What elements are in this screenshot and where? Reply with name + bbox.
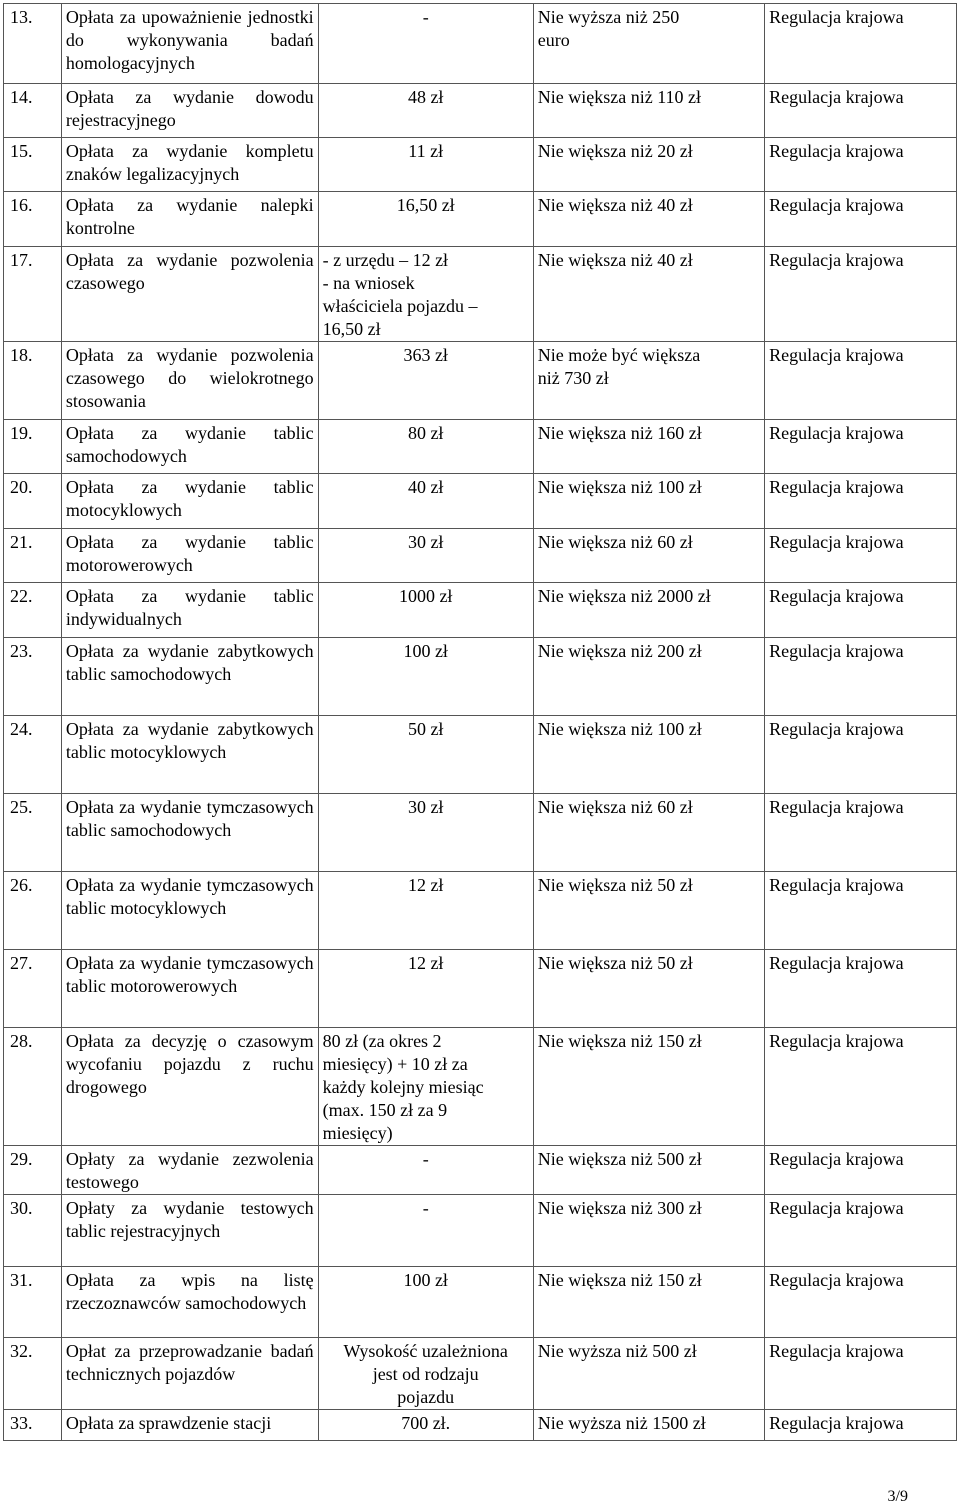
- max-amount: Nie wyższa niż 500 zł: [533, 1338, 764, 1410]
- table-row: [4, 529, 957, 583]
- table-row: [4, 247, 957, 342]
- fee-name: Opłaty za wydanie testowych tablic rejestracyjnych: [61, 1195, 318, 1267]
- row-number: 16.: [4, 192, 62, 247]
- fee-name: Opłata za wydanie tablic indywidualnych: [61, 583, 318, 638]
- table-row: [4, 342, 957, 420]
- fee-amount: Wysokość uzależniona jest od rodzaju pojazdu: [318, 1338, 533, 1410]
- row-number: 26.: [4, 872, 62, 950]
- max-amount: Nie większa niż 50 zł: [533, 872, 764, 950]
- fees-table-body: [4, 4, 957, 1441]
- max-amount: Nie większa niż 40 zł: [533, 192, 764, 247]
- row-number: 27.: [4, 950, 62, 1028]
- fee-name: Opłata za wydanie tymczasowych tablic samochodowych: [61, 794, 318, 872]
- fee-name: Opłata za wydanie kompletu znaków legalizacyjnych: [61, 138, 318, 192]
- fee-name: Opłata za wydanie tablic motocyklowych: [61, 474, 318, 529]
- table-row: [4, 1195, 957, 1267]
- row-number: 25.: [4, 794, 62, 872]
- fee-amount: 12 zł: [318, 950, 533, 1028]
- regulation-type: Regulacja krajowa: [765, 794, 957, 872]
- fee-amount: 12 zł: [318, 872, 533, 950]
- fee-name: Opłata za wydanie pozwolenia czasowego: [61, 247, 318, 342]
- table-row: [4, 950, 957, 1028]
- max-amount: Nie większa niż 200 zł: [533, 638, 764, 716]
- row-number: 15.: [4, 138, 62, 192]
- max-amount: Nie większa niż 500 zł: [533, 1146, 764, 1195]
- max-amount: Nie większa niż 2000 zł: [533, 583, 764, 638]
- fee-name: Opłata za upoważnienie jednostki do wykonywania badań homologacyjnych: [61, 4, 318, 84]
- fee-amount: 80 zł: [318, 420, 533, 474]
- fee-name: Opłata za wydanie tablic motorowerowych: [61, 529, 318, 583]
- max-amount: Nie większa niż 40 zł: [533, 247, 764, 342]
- max-amount: Nie większa niż 150 zł: [533, 1028, 764, 1146]
- regulation-type: Regulacja krajowa: [765, 583, 957, 638]
- regulation-type: Regulacja krajowa: [765, 420, 957, 474]
- fee-amount: 1000 zł: [318, 583, 533, 638]
- table-row: [4, 638, 957, 716]
- fee-name: Opłata za sprawdzenie stacji: [61, 1410, 318, 1441]
- table-row: [4, 420, 957, 474]
- fee-amount: 30 zł: [318, 794, 533, 872]
- max-amount: Nie większa niż 60 zł: [533, 794, 764, 872]
- regulation-type: Regulacja krajowa: [765, 1338, 957, 1410]
- regulation-type: Regulacja krajowa: [765, 1195, 957, 1267]
- table-row: [4, 716, 957, 794]
- fee-amount: -: [318, 4, 533, 84]
- fee-name: Opłata za wydanie dowodu rejestracyjnego: [61, 84, 318, 138]
- row-number: 31.: [4, 1267, 62, 1338]
- max-amount: Nie większa niż 150 zł: [533, 1267, 764, 1338]
- row-number: 30.: [4, 1195, 62, 1267]
- fee-amount: 363 zł: [318, 342, 533, 420]
- fee-amount: -: [318, 1195, 533, 1267]
- fee-amount: 50 zł: [318, 716, 533, 794]
- row-number: 14.: [4, 84, 62, 138]
- row-number: 29.: [4, 1146, 62, 1195]
- fee-amount: -: [318, 1146, 533, 1195]
- fee-name: Opłata za wydanie zabytkowych tablic samochodowych: [61, 638, 318, 716]
- row-number: 17.: [4, 247, 62, 342]
- fee-amount: 48 zł: [318, 84, 533, 138]
- regulation-type: Regulacja krajowa: [765, 716, 957, 794]
- regulation-type: Regulacja krajowa: [765, 84, 957, 138]
- table-row: [4, 84, 957, 138]
- regulation-type: Regulacja krajowa: [765, 529, 957, 583]
- fee-name: Opłaty za wydanie zezwolenia testowego: [61, 1146, 318, 1195]
- regulation-type: Regulacja krajowa: [765, 1410, 957, 1441]
- regulation-type: Regulacja krajowa: [765, 192, 957, 247]
- table-row: [4, 794, 957, 872]
- fee-name: Opłata za wydanie pozwolenia czasowego do wielokrotnego stosowania: [61, 342, 318, 420]
- max-amount: Nie większa niż 20 zł: [533, 138, 764, 192]
- fee-amount: - z urzędu – 12 zł - na wniosek właściciela pojazdu – 16,50 zł: [318, 247, 533, 342]
- table-row: [4, 1267, 957, 1338]
- fee-amount: 700 zł.: [318, 1410, 533, 1441]
- max-amount: Nie wyższa niż 1500 zł: [533, 1410, 764, 1441]
- fee-name: Opłata za wydanie tymczasowych tablic motorowerowych: [61, 950, 318, 1028]
- fee-name: Opłata za decyzję o czasowym wycofaniu pojazdu z ruchu drogowego: [61, 1028, 318, 1146]
- regulation-type: Regulacja krajowa: [765, 1028, 957, 1146]
- table-row: [4, 474, 957, 529]
- regulation-type: Regulacja krajowa: [765, 342, 957, 420]
- table-row: [4, 1338, 957, 1410]
- max-amount: Nie większa niż 60 zł: [533, 529, 764, 583]
- max-amount: Nie większa niż 100 zł: [533, 474, 764, 529]
- page-number: 3/9: [887, 1488, 908, 1505]
- fee-name: Opłata za wydanie nalepki kontrolne: [61, 192, 318, 247]
- fee-amount: 80 zł (za okres 2 miesięcy) + 10 zł za każdy kolejny miesiąc (max. 150 zł za 9 miesięcy): [318, 1028, 533, 1146]
- row-number: 32.: [4, 1338, 62, 1410]
- table-row: [4, 138, 957, 192]
- table-row: [4, 1028, 957, 1146]
- fee-name: Opłata za wydanie tymczasowych tablic motocyklowych: [61, 872, 318, 950]
- regulation-type: Regulacja krajowa: [765, 474, 957, 529]
- fee-name: Opłata za wydanie zabytkowych tablic motocyklowych: [61, 716, 318, 794]
- row-number: 18.: [4, 342, 62, 420]
- row-number: 22.: [4, 583, 62, 638]
- fee-amount: 30 zł: [318, 529, 533, 583]
- table-row: [4, 4, 957, 84]
- regulation-type: Regulacja krajowa: [765, 872, 957, 950]
- row-number: 24.: [4, 716, 62, 794]
- fees-table: [3, 3, 957, 1441]
- max-amount: Nie większa niż 160 zł: [533, 420, 764, 474]
- table-row: [4, 1410, 957, 1441]
- row-number: 20.: [4, 474, 62, 529]
- fee-name: Opłata za wydanie tablic samochodowych: [61, 420, 318, 474]
- max-amount: Nie większa niż 100 zł: [533, 716, 764, 794]
- regulation-type: Regulacja krajowa: [765, 1146, 957, 1195]
- regulation-type: Regulacja krajowa: [765, 247, 957, 342]
- max-amount: Nie może być większa niż 730 zł: [533, 342, 764, 420]
- regulation-type: Regulacja krajowa: [765, 4, 957, 84]
- regulation-type: Regulacja krajowa: [765, 638, 957, 716]
- table-row: [4, 583, 957, 638]
- max-amount: Nie większa niż 300 zł: [533, 1195, 764, 1267]
- table-row: [4, 872, 957, 950]
- row-number: 28.: [4, 1028, 62, 1146]
- fee-amount: 16,50 zł: [318, 192, 533, 247]
- fee-amount: 100 zł: [318, 638, 533, 716]
- max-amount: Nie większa niż 110 zł: [533, 84, 764, 138]
- row-number: 19.: [4, 420, 62, 474]
- max-amount: Nie wyższa niż 250 euro: [533, 4, 764, 84]
- max-amount: Nie większa niż 50 zł: [533, 950, 764, 1028]
- fee-name: Opłata za wpis na listę rzeczoznawców samochodowych: [61, 1267, 318, 1338]
- fee-name: Opłat za przeprowadzanie badań technicznych pojazdów: [61, 1338, 318, 1410]
- fee-amount: 100 zł: [318, 1267, 533, 1338]
- row-number: 23.: [4, 638, 62, 716]
- row-number: 33.: [4, 1410, 62, 1441]
- row-number: 21.: [4, 529, 62, 583]
- regulation-type: Regulacja krajowa: [765, 138, 957, 192]
- regulation-type: Regulacja krajowa: [765, 1267, 957, 1338]
- table-row: [4, 192, 957, 247]
- fee-amount: 40 zł: [318, 474, 533, 529]
- row-number: 13.: [4, 4, 62, 84]
- table-row: [4, 1146, 957, 1195]
- fee-amount: 11 zł: [318, 138, 533, 192]
- regulation-type: Regulacja krajowa: [765, 950, 957, 1028]
